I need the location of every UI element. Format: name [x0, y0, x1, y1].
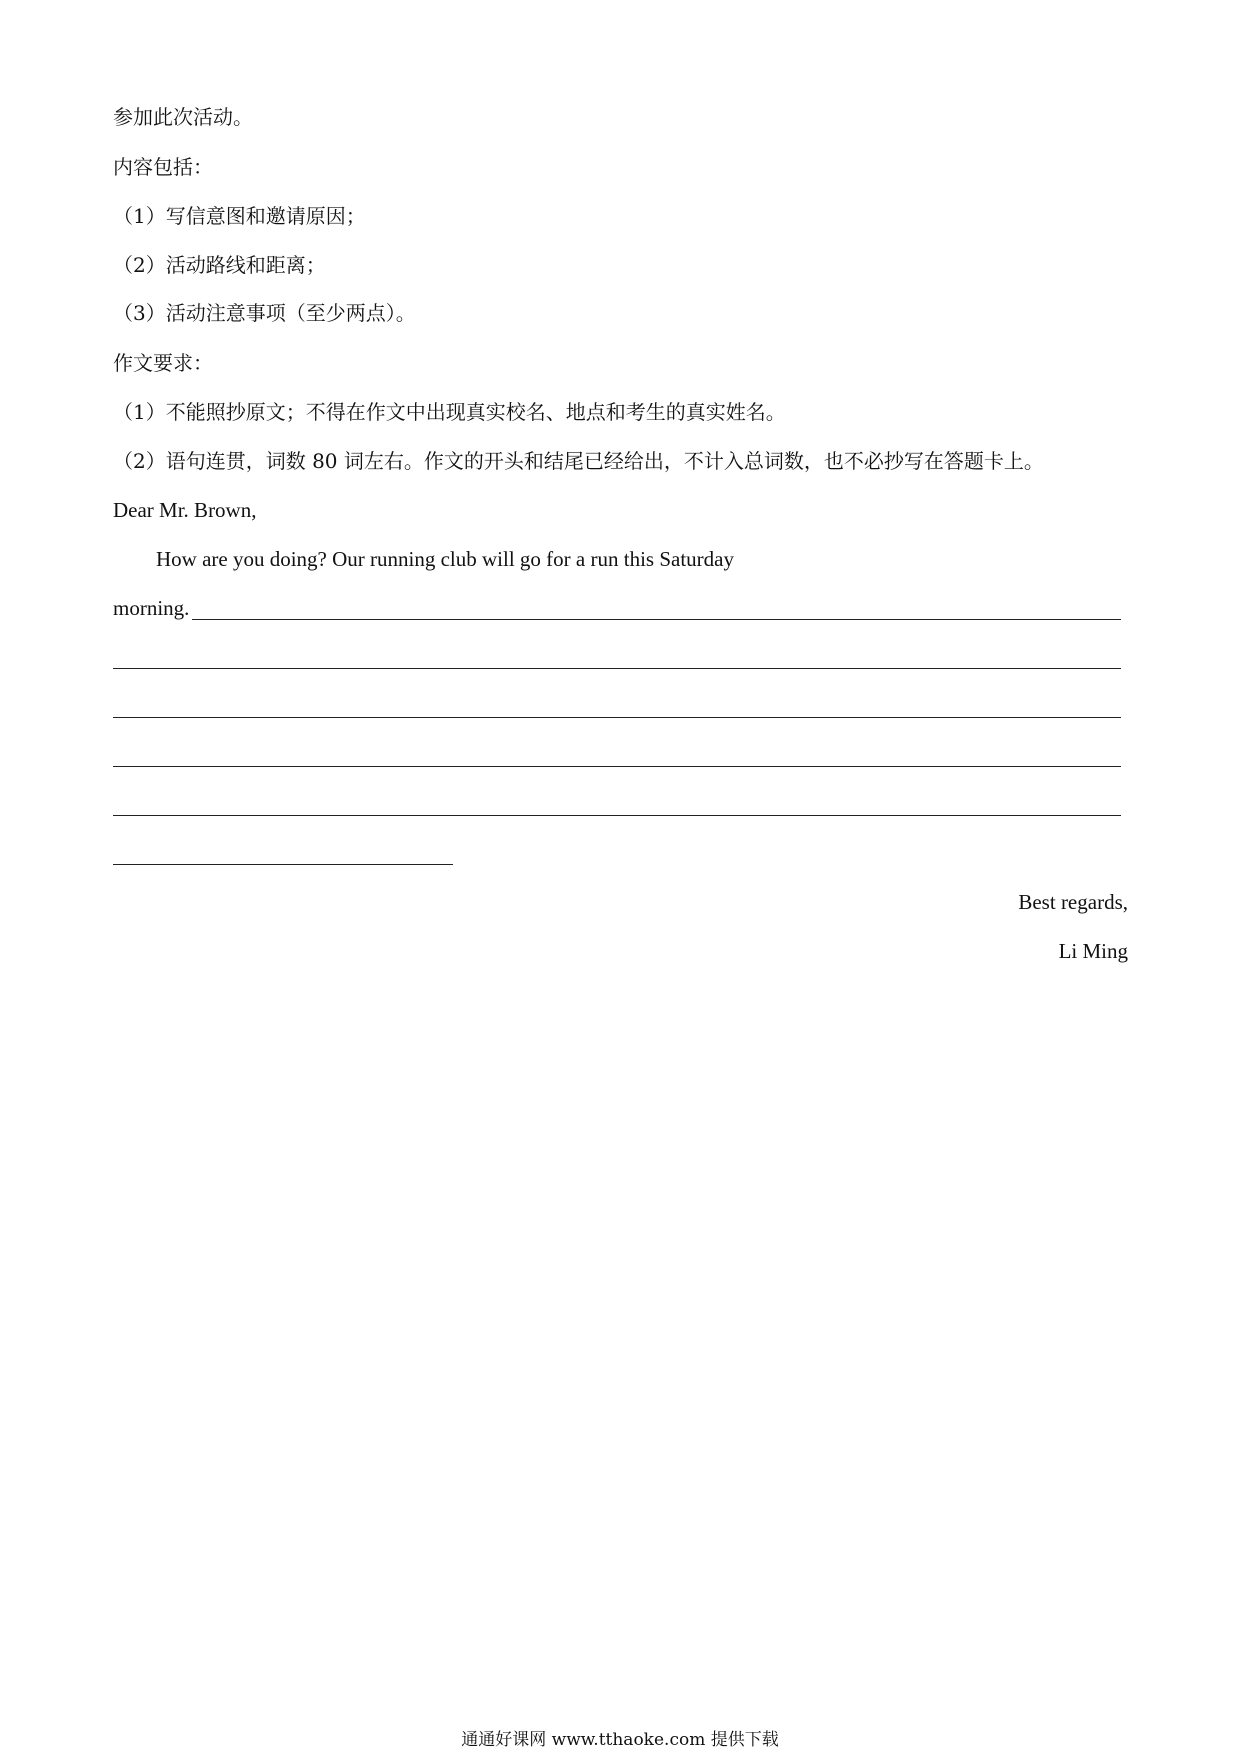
content-heading: 内容包括：	[113, 155, 213, 179]
letter-continuation: morning.	[113, 596, 190, 620]
letter-salutation: Dear Mr. Brown,	[113, 498, 257, 522]
requirement-2: （2）语句连贯，词数 80 词左右。作文的开头和结尾已经给出，不计入总词数，也不必抄写在答题卡上。	[113, 449, 1044, 473]
writing-line-2	[113, 668, 1121, 669]
writing-line-3	[113, 717, 1121, 718]
content-item-2: （2）活动路线和距离；	[113, 253, 326, 277]
writing-line-5	[113, 815, 1121, 816]
writing-line-6	[113, 864, 453, 865]
content-item-3: （3）活动注意事项（至少两点）。	[113, 301, 416, 325]
writing-line-4	[113, 766, 1121, 767]
requirement-1: （1）不能照抄原文；不得在作文中出现真实校名、地点和考生的真实姓名。	[113, 400, 786, 424]
letter-signature: Li Ming	[1058, 939, 1128, 963]
letter-closing: Best regards,	[1018, 890, 1128, 914]
writing-line-1	[192, 619, 1121, 620]
requirements-heading: 作文要求：	[113, 351, 213, 375]
letter-opening: How are you doing? Our running club will go for a run this Saturday	[156, 547, 734, 571]
page-footer: 通通好课网 www.tthaoke.com 提供下载	[461, 1730, 779, 1750]
intro-tail: 参加此次活动。	[113, 105, 253, 129]
content-item-1: （1）写信意图和邀请原因；	[113, 204, 366, 228]
